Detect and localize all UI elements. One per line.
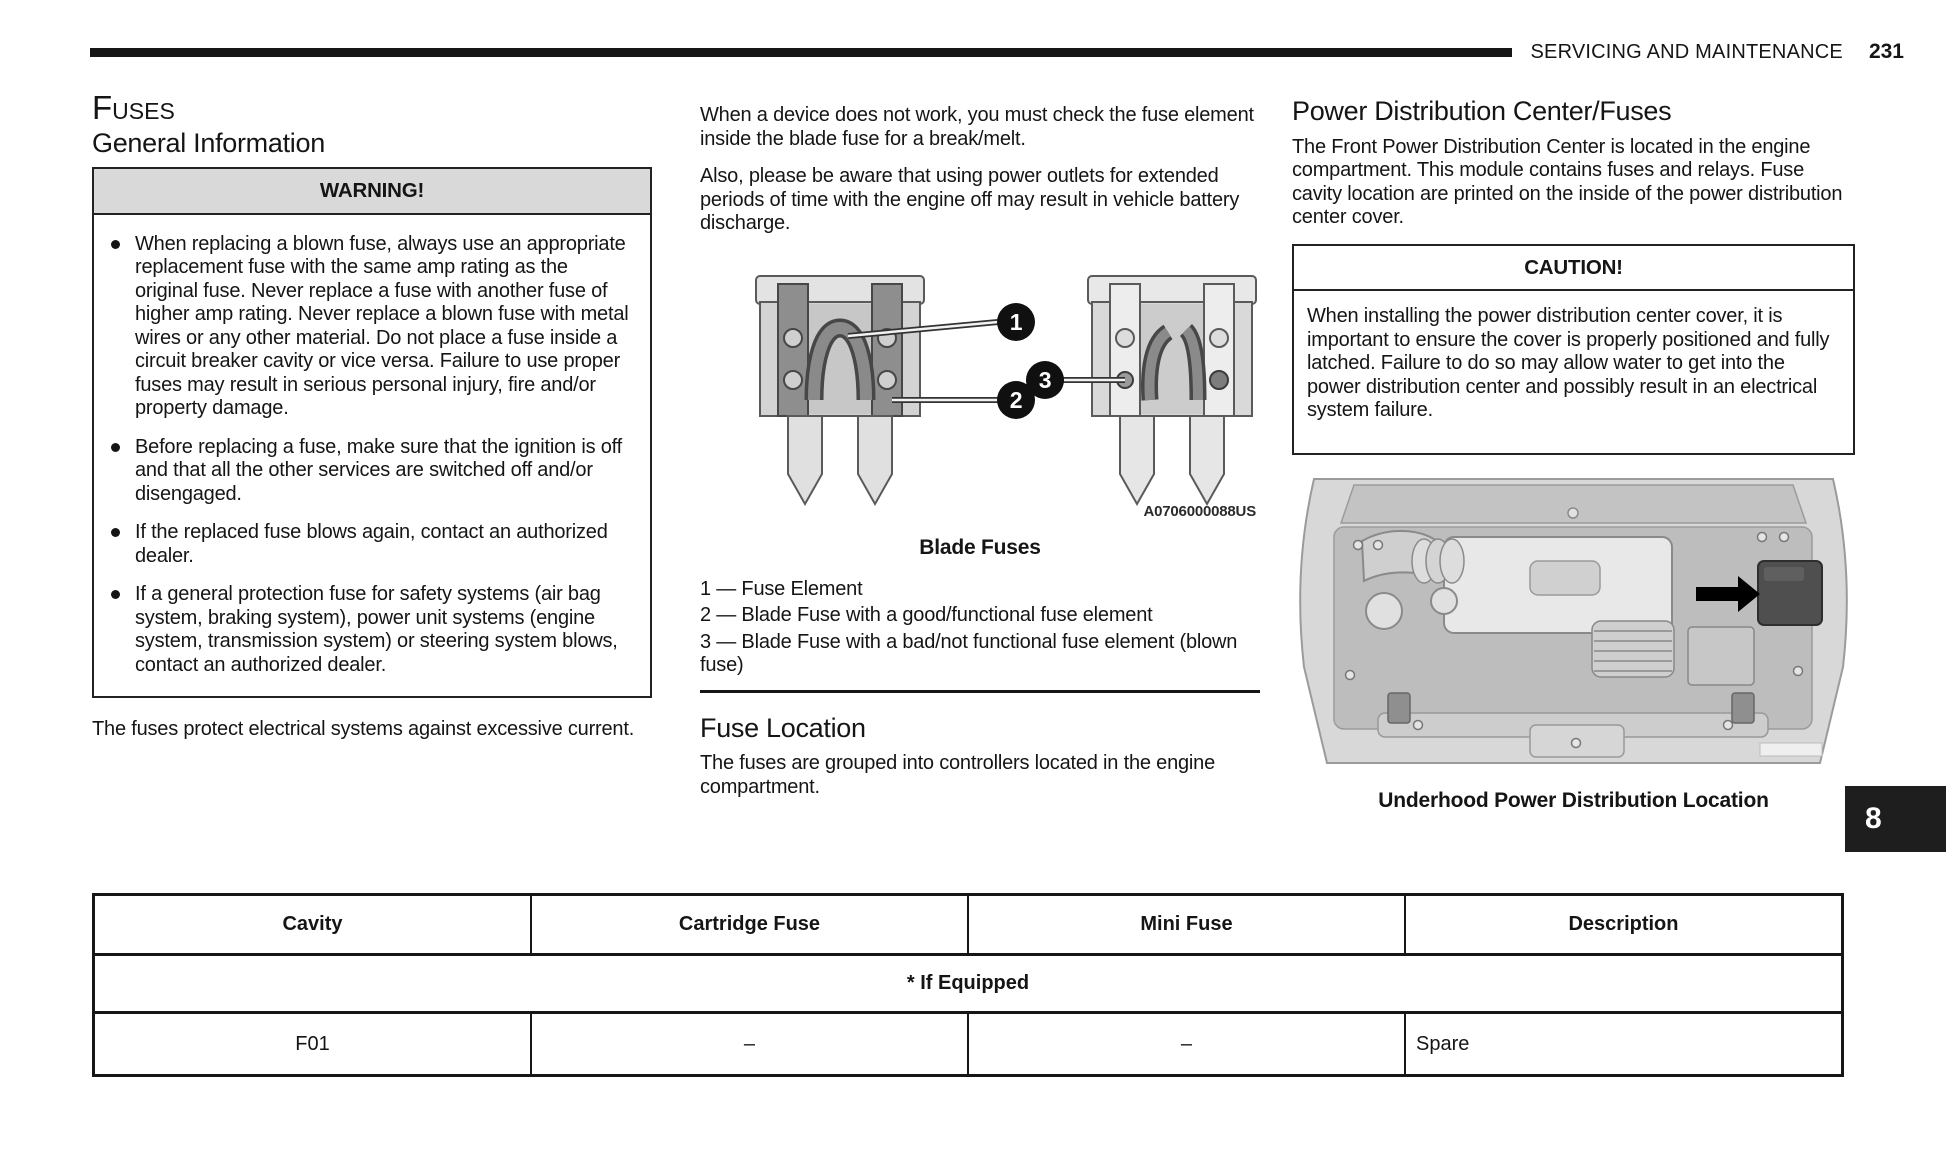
svg-text:2: 2 — [1009, 386, 1023, 413]
page-header — [90, 40, 1904, 64]
figure-watermark: A0706000088US — [1143, 502, 1256, 520]
cell-description: Spare — [1405, 1013, 1843, 1076]
column-header-cartridge-fuse: Cartridge Fuse — [531, 895, 968, 955]
column-left — [92, 89, 652, 756]
warning-item: Before replacing a fuse, make sure that the ignition is off and that all the other services are switched off and/or disengaged. — [102, 436, 636, 507]
table-row — [94, 1013, 1843, 1076]
underhood-figure — [1292, 475, 1855, 813]
chapter-tab — [1845, 786, 1946, 852]
figure-watermark-small — [1760, 743, 1822, 756]
column-header-mini-fuse: Mini Fuse — [968, 895, 1405, 955]
warning-item: If a general protection fuse for safety systems (air bag system, braking system), power unit systems (engine system, transmission system) or steering system blows, contact an authorized dealer. — [102, 583, 636, 677]
header-page-number: 231 — [1868, 40, 1904, 63]
fuse-table-header-row — [94, 895, 1843, 955]
if-equipped-cell: * If Equipped — [94, 955, 1843, 1013]
page-title: Fuses — [92, 89, 175, 126]
chapter-tab-number: 8 — [1865, 802, 1882, 835]
column-right — [1292, 96, 1855, 831]
column-header-description: Description — [1405, 895, 1843, 955]
caution-box — [1292, 244, 1855, 455]
warning-box — [92, 167, 652, 698]
blade-fuse-blown — [1088, 276, 1256, 504]
heading-fuse-location: Fuse Location — [700, 712, 866, 743]
blade-fuses-caption: Blade Fuses — [919, 536, 1041, 559]
legend-item-2: 2 — Blade Fuse with a good/functional fuse element — [700, 604, 1153, 626]
caution-box-title: CAUTION! — [1294, 246, 1853, 292]
blade-fuse-good — [756, 276, 924, 504]
heading-power-distribution: Power Distribution Center/Fuses — [1292, 96, 1672, 126]
fuses-protect-paragraph: The fuses protect electrical systems against excessive current. — [92, 718, 635, 740]
header-section-title: SERVICING AND MAINTENANCE — [1530, 40, 1843, 63]
legend-divider — [700, 690, 1260, 693]
underhood-caption: Underhood Power Distribution Location — [1378, 789, 1769, 812]
engine-bay-illustration — [1292, 475, 1855, 771]
column-middle — [700, 104, 1260, 813]
figure-legend — [700, 578, 1260, 678]
warning-list — [94, 215, 650, 697]
cell-mini-fuse: – — [968, 1013, 1405, 1076]
if-equipped-row — [94, 955, 1843, 1013]
warning-item: When replacing a blown fuse, always use an appropriate replacement fuse with the same amp rating as the original fuse. Never replace a fuse with another fuse of higher amp rating. Never replace a blown fuse with metal wires or any other material. Do not place a fuse inside a circuit breaker cavity or vice versa. Failure to use proper fuses may result in serious personal injury, fire and/or property damage. — [102, 233, 636, 421]
fuse-location-paragraph: The fuses are grouped into controllers located in the engine compartment. — [700, 752, 1216, 798]
header-rule — [90, 48, 1512, 57]
blade-fuses-illustration — [700, 270, 1260, 522]
caution-box-body: When installing the power distribution center cover, it is important to ensure the cover is properly positioned and fully latched. Failure to do so may allow water to get into the power distribution center and possibly result in an electrical system failure. — [1307, 305, 1830, 421]
legend-item-1: 1 — Fuse Element — [700, 577, 863, 600]
blade-fuses-figure — [700, 270, 1260, 560]
svg-text:3: 3 — [1038, 366, 1052, 393]
column-header-cavity: Cavity — [94, 895, 531, 955]
power-distribution-paragraph: The Front Power Distribution Center is located in the engine compartment. This module contains fuses and relays. Fuse cavity location are printed on the inside of the power distribution center cover. — [1292, 135, 1843, 228]
power-outlets-paragraph: Also, please be aware that using power outlets for extended periods of time with the engine off may result in vehicle battery discharge. — [700, 165, 1240, 234]
heading-general-information: General Information — [92, 127, 325, 158]
fuse-table — [92, 893, 1844, 1077]
cell-cartridge-fuse: – — [531, 1013, 968, 1076]
legend-item-3: 3 — Blade Fuse with a bad/not functional fuse element (blown fuse) — [700, 630, 1238, 676]
warning-item: If the replaced fuse blows again, contact an authorized dealer. — [102, 521, 636, 568]
blade-fuse-check-paragraph: When a device does not work, you must check the fuse element inside the blade fuse for a break/melt. — [700, 104, 1254, 150]
warning-box-title: WARNING! — [94, 169, 650, 215]
svg-text:1: 1 — [1009, 308, 1023, 335]
cell-cavity: F01 — [94, 1013, 531, 1076]
